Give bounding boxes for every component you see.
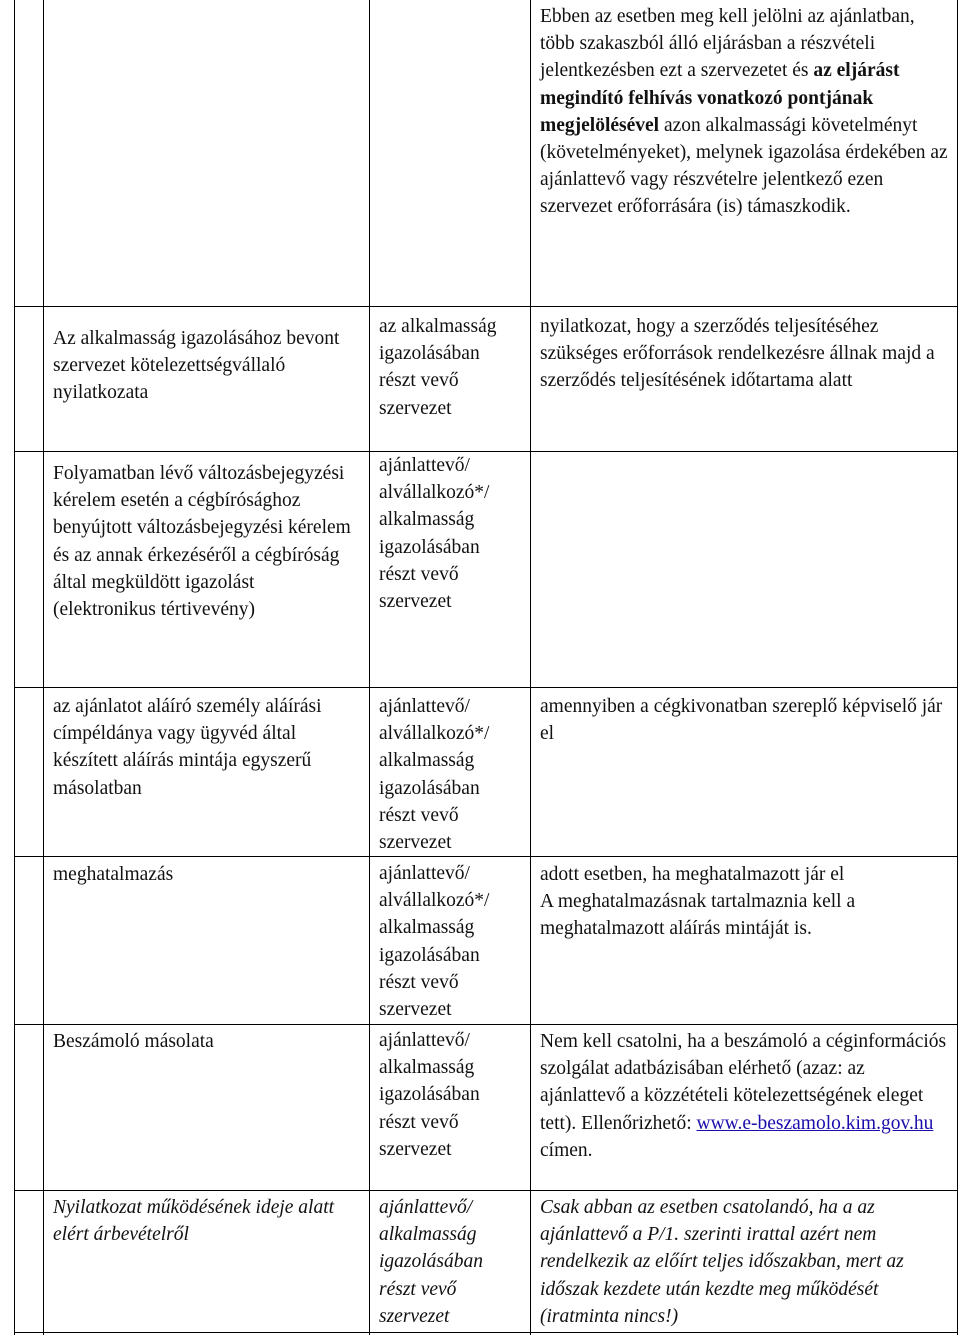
document-name-cell (53, 693, 353, 802)
document-name-cell (53, 1028, 353, 1055)
note-text: azon alkalmassági követelményt (követelményeket), melynek igazolása érdekében az ajánlattevő vagy részvételre jelentkező ezen szervezet erőforrására (is) támaszkodik. (540, 114, 948, 218)
submitter-cell (379, 860, 519, 1023)
submitter-text: ajánlattevő/ alvállalkozó*/ alkalmasság igazolásában részt vevő szervezet (379, 455, 490, 613)
requirement-note-cell (540, 1194, 952, 1330)
submitter-cell (379, 313, 519, 422)
document-name: Beszámoló másolata (53, 1031, 214, 1052)
table-border-left (14, 0, 15, 1335)
requirement-note-cell (540, 693, 952, 747)
note-text-bold: az eljárást megindító felhívás vonatkozó pontjának megjelölésével (540, 60, 900, 136)
row-divider (14, 687, 958, 688)
document-name-cell (53, 1194, 353, 1248)
table-border-bottom (14, 1332, 958, 1333)
note-text: Nem kell csatolni, ha a beszámoló a céginformációs szolgálat adatbázisában elérhető (azaz: az ajánlattevő a közzétételi kötelezettségének eleget tett). Ellenőrizhető: (540, 1031, 947, 1134)
requirement-note-cell (540, 861, 952, 943)
note-text: nyilatkozat, hogy a szerződés teljesítéséhez szükséges erőforrások rendelkezésre állnak majd a szerződés teljesítésének időtartama alatt (540, 316, 935, 392)
table-border-right (957, 0, 958, 1335)
requirement-note-cell (540, 3, 952, 221)
note-text: amennyiben a cégkivonatban szereplő képviselő jár el (540, 696, 943, 745)
submitter-text: ajánlattevő/ alkalmasság igazolásában részt vevő szervezet (379, 1030, 480, 1160)
note-line: adott esetben, ha meghatalmazott jár el (540, 864, 845, 885)
requirement-note-cell (540, 1028, 952, 1164)
submitter-cell (379, 1027, 519, 1163)
column-divider-2 (369, 0, 370, 1335)
column-divider-3 (530, 0, 531, 1335)
submitter-cell (379, 693, 519, 856)
row-divider (14, 1190, 958, 1191)
row-divider (14, 306, 958, 307)
submitter-cell (379, 452, 519, 615)
document-name-cell (53, 861, 353, 888)
column-divider-1 (43, 0, 44, 1335)
submitter-text: ajánlattevő/ alvállalkozó*/ alkalmasság igazolásában részt vevő szervezet (379, 696, 490, 854)
note-text: Ebben az esetben meg kell jelölni az ajánlatban, több szakaszból álló eljárásban a részvételi jelentkezésben ezt a szervezetet és (540, 6, 915, 82)
row-divider (14, 1024, 958, 1025)
note-text: Csak abban az esetben csatolandó, ha a az ajánlattevő a P/1. szerinti irattal azért nem rendelkezik az előírt teljes időszakban, mert az időszak kezdete után kezdte meg működését (iratminta nincs!) (540, 1197, 904, 1327)
beszamolo-link[interactable]: www.e-beszamolo.kim.gov.hu (696, 1112, 934, 1134)
document-name-cell (53, 460, 353, 623)
note-text: címen. (540, 1139, 593, 1161)
document-name: Folyamatban lévő változásbejegyzési kérelem esetén a cégbírósághoz benyújtott változásbejegyzési kérelem és az annak érkezéséről a cégbíróság által megküldött igazolást (elektronikus tértivevény) (53, 463, 351, 621)
requirement-note-cell (540, 313, 952, 395)
note-line: A meghatalmazásnak tartalmaznia kell a meghatalmazott aláírás mintáját is. (540, 891, 856, 940)
document-name: Az alkalmasság igazolásához bevont szervezet kötelezettségvállaló nyilatkozata (53, 328, 340, 404)
submitter-text: ajánlattevő/ alkalmasság igazolásában részt vevő szervezet (379, 1197, 484, 1327)
document-name-cell (53, 325, 353, 407)
document-name: meghatalmazás (53, 864, 174, 885)
document-name: Nyilatkozat működésének ideje alatt elért árbevételről (53, 1197, 335, 1246)
submitter-cell (379, 1194, 519, 1330)
submitter-text: ajánlattevő/ alvállalkozó*/ alkalmasság igazolásában részt vevő szervezet (379, 863, 490, 1021)
document-name: az ajánlatot aláíró személy aláírási címpéldánya vagy ügyvéd által készített aláírás mintája egyszerű másolatban (53, 696, 322, 799)
submitter-text: az alkalmasság igazolásában részt vevő szervezet (379, 316, 497, 419)
